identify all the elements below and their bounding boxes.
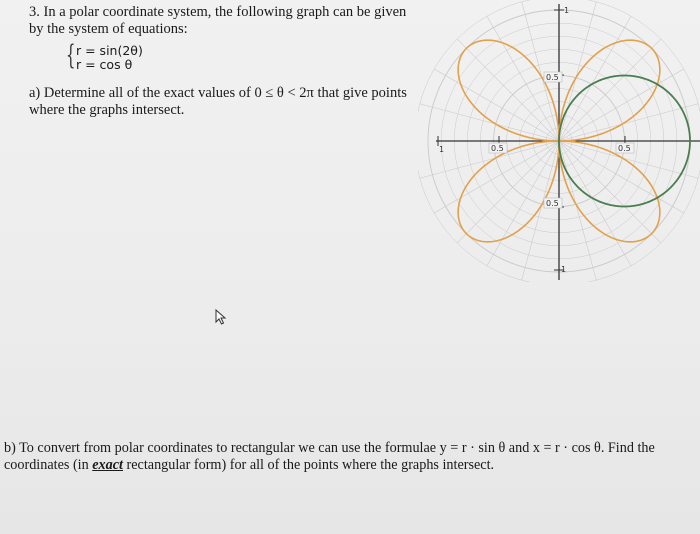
part-a-question: a) Determine all of the exact values of 0 ≤ θ < 2π that give points where the graphs intersect. bbox=[29, 85, 407, 118]
label-x-half-pos: 0.5 bbox=[618, 144, 631, 153]
equation-rose: r = sin(2θ) bbox=[76, 43, 143, 58]
grid-spoke bbox=[457, 39, 559, 141]
part-b-text-start: b) To convert from polar coordinates to rectangular we can use the formulae y = r · sin θ and x = r · cos θ. Find the coordinates (in bbox=[4, 440, 655, 473]
brace-icon: { bbox=[66, 40, 76, 71]
grid-spoke bbox=[420, 104, 559, 141]
grid-spoke bbox=[559, 16, 631, 141]
part-b-emphasis: exact bbox=[92, 457, 123, 473]
label-y-bottom: 1 bbox=[561, 265, 567, 274]
grid-spoke bbox=[522, 141, 559, 280]
part-b-question bbox=[4, 440, 696, 474]
grid-spoke bbox=[559, 104, 698, 141]
grid-spoke bbox=[522, 2, 559, 141]
label-y-half-pos: 0.5 bbox=[546, 73, 559, 82]
label-x-half-neg: 0.5 bbox=[491, 144, 504, 153]
grid-spoke bbox=[457, 141, 559, 243]
grid-spoke bbox=[434, 69, 559, 141]
grid-spoke bbox=[559, 69, 684, 141]
grid-spoke bbox=[559, 39, 661, 141]
equation-system bbox=[66, 40, 143, 72]
label-y-half-neg: 0.5 bbox=[546, 199, 559, 208]
part-b-text-end: rectangular form) for all of the points where the graphs intersect. bbox=[122, 457, 495, 473]
grid-spoke bbox=[559, 141, 596, 280]
grid-spoke bbox=[559, 141, 631, 266]
label-x-left: 1 bbox=[439, 145, 445, 154]
polar-graph bbox=[418, 0, 700, 282]
problem-3 bbox=[29, 4, 421, 38]
equation-circle: r = cos θ bbox=[76, 57, 133, 72]
problem-title: 3. In a polar coordinate system, the following graph can be given by the system of equations: bbox=[29, 4, 407, 37]
grid-spoke bbox=[559, 141, 661, 243]
label-y-top: 1 bbox=[564, 6, 570, 15]
mouse-pointer-icon bbox=[214, 309, 230, 325]
grid-spoke bbox=[559, 2, 596, 141]
